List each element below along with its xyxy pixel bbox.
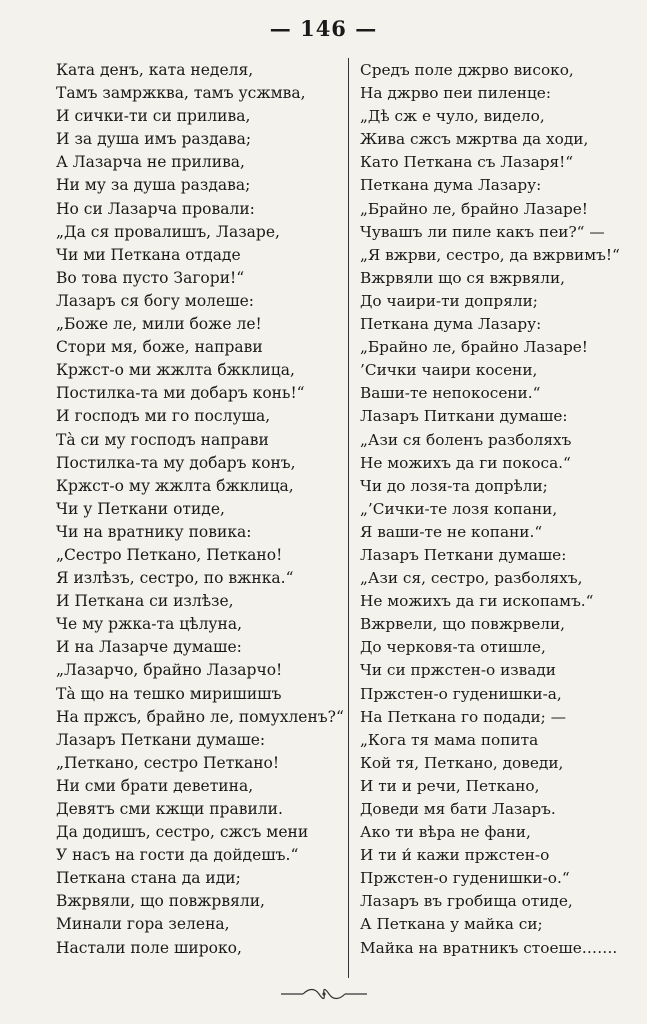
verse-line: Не можихъ да ги ископамъ.“ [360, 592, 594, 611]
verse-line: И за душа имъ раздава; [56, 130, 252, 149]
verse-line: „Брайно ле, брайно Лазаре! [360, 199, 588, 218]
verse-line: Ако ти вѣра не фани, [360, 823, 531, 842]
verse-line: Но си Лазарча провали: [56, 199, 255, 218]
verse-line: Лазаръ Петкани думаше: [56, 730, 266, 749]
verse-line: Чувашъ ли пиле какъ пеи?“ — [360, 222, 605, 241]
verse-line: Кой тя, Петкано, доведи, [360, 753, 564, 772]
verse-line: Не можихъ да ги покоса.“ [360, 453, 571, 472]
verse-line: Средъ поле джрво високо, [360, 61, 574, 79]
verse-line: И Петкана си излѣзе, [56, 592, 234, 611]
verse-line: Чи у Петкани отиде, [56, 499, 225, 518]
verse-line: У насъ на гости да дойдешъ.“ [56, 846, 299, 865]
verse-line: „’Сички-те лозя копани, [360, 499, 558, 518]
verse-line: Лазаръ въ гробища отиде, [360, 892, 573, 911]
verse-line: Майка на вратникъ стоеше……. [360, 938, 618, 957]
verse-line: Като Петкана съ Лазаря!“ [360, 153, 574, 172]
verse-line: И ти и речи, Петкано, [360, 776, 540, 795]
verse-line: Ни му за душа раздава; [56, 176, 251, 195]
verse-line: „Ази ся боленъ разболяхъ [360, 430, 572, 449]
verse-line: Пржстен-о гуденишки-о.“ [360, 869, 570, 888]
verse-line: Лазаръ ся богу молеше: [56, 291, 255, 310]
verse-line: „Да ся провалишъ, Лазаре, [56, 222, 280, 241]
verse-line: Доведи мя бати Лазаръ. [360, 800, 556, 818]
verse-line: На пржсъ, брайно ле, помухленъ?“ [56, 707, 344, 726]
verse-line: Жива сжсъ мжртва да ходи, [360, 130, 589, 149]
verse-line: И на Лазарче думаше: [56, 638, 242, 657]
verse-line: Чи ми Петкана отдаде [56, 245, 241, 264]
verse-line: На Петкана го подади; — [360, 707, 566, 726]
verse-line: „Лазарчо, брайно Лазарчо! [56, 661, 283, 680]
verse-line: Чи си пржстен-о извади [360, 661, 556, 680]
verse-line: „Петкано, сестро Петкано! [56, 753, 280, 772]
column-divider [348, 58, 349, 978]
verse-line: Петкана дума Лазару: [360, 315, 542, 334]
verse-line: Чи до лозя-та допрѣли; [360, 476, 548, 495]
verse-line: Вжрвяли, що повжрвяли, [56, 892, 265, 911]
verse-line: И сички-ти си прилива, [56, 107, 251, 126]
verse-line: Кржст-о му жжлта бжклица, [56, 476, 294, 495]
verse-line: „Боже ле, мили боже ле! [56, 315, 262, 334]
verse-line: Я излѣзъ, сестро, по вжнка.“ [56, 569, 294, 588]
verse-line: Да додишъ, сестро, сжсъ мени [56, 823, 309, 842]
verse-line: Стори мя, боже, направи [56, 338, 263, 357]
verse-line: И ти и́ кажи пржстен-о [360, 846, 550, 865]
verse-line: „Ази ся, сестро, разболяхъ, [360, 569, 583, 588]
verse-line: Постилка-та ми добаръ конь!“ [56, 384, 305, 403]
verse-line: „Сестро Петкано, Петкано! [56, 545, 283, 564]
verse-line: А Лазарча не прилива, [56, 153, 245, 172]
verse-line: Настали поле широко, [56, 938, 242, 957]
verse-line: ’Сички чаири косени, [360, 361, 538, 380]
verse-line: Во това пусто Загори!“ [56, 268, 245, 287]
verse-line: „Дѣ сж е чуло, видело, [360, 107, 545, 126]
verse-line: Постилка-та му добаръ конъ, [56, 453, 296, 472]
verse-line: Пржстен-о гуденишки-а, [360, 684, 562, 703]
verse-line: И господъ ми го послуша, [56, 407, 271, 426]
left-verse-column [56, 59, 344, 960]
verse-line: Петкана стана да иди; [56, 869, 241, 888]
verse-line: На джрво пеи пиленце: [360, 84, 551, 103]
verse-line: Че му ржка-та цѣлуна, [56, 615, 243, 634]
verse-line: Тамъ замржква, тамъ усжмва, [56, 84, 306, 103]
verse-line: Тà си му господъ направи [56, 430, 269, 449]
verse-line: Вжрвели, що повжрвели, [360, 615, 566, 634]
verse-line: Ваши-те непокосени.“ [360, 384, 541, 403]
verse-line: Лазаръ Петкани думаше: [360, 545, 567, 564]
verse-line: Девятъ сми кжщи правили. [56, 800, 283, 818]
verse-line: „Кога тя мама попита [360, 730, 539, 749]
verse-line: Я ваши-те не копани.“ [360, 522, 543, 541]
verse-line: „Брайно ле, брайно Лазаре! [360, 338, 588, 357]
verse-line: Чи на вратнику повика: [56, 522, 252, 541]
verse-line: Вжрвяли що ся вжрвяли, [360, 268, 566, 287]
verse-line: До черковя-та отишле, [360, 638, 546, 657]
verse-line: „Я вжрви, сестро, да вжрвимъ!“ [360, 245, 620, 264]
ornament-divider [0, 986, 647, 1005]
right-verse-column [360, 59, 640, 960]
verse-line: Петкана дума Лазару: [360, 176, 542, 195]
verse-line: Минали гора зелена, [56, 915, 230, 934]
verse-line: Кржст-о ми жжлта бжклица, [56, 361, 295, 380]
verse-line: Ни сми брати деветина, [56, 776, 254, 795]
verse-line: А Петкана у майка си; [360, 915, 543, 934]
verse-line: Тà що на тешко миришишъ [56, 684, 282, 703]
verse-line: Ката денъ, ката неделя, [56, 61, 254, 79]
verse-line: Лазаръ Питкани думаше: [360, 407, 568, 426]
page-number: — 146 — [269, 16, 378, 41]
verse-line: До чаири-ти допряли; [360, 291, 538, 310]
flourish-icon [279, 987, 369, 1001]
